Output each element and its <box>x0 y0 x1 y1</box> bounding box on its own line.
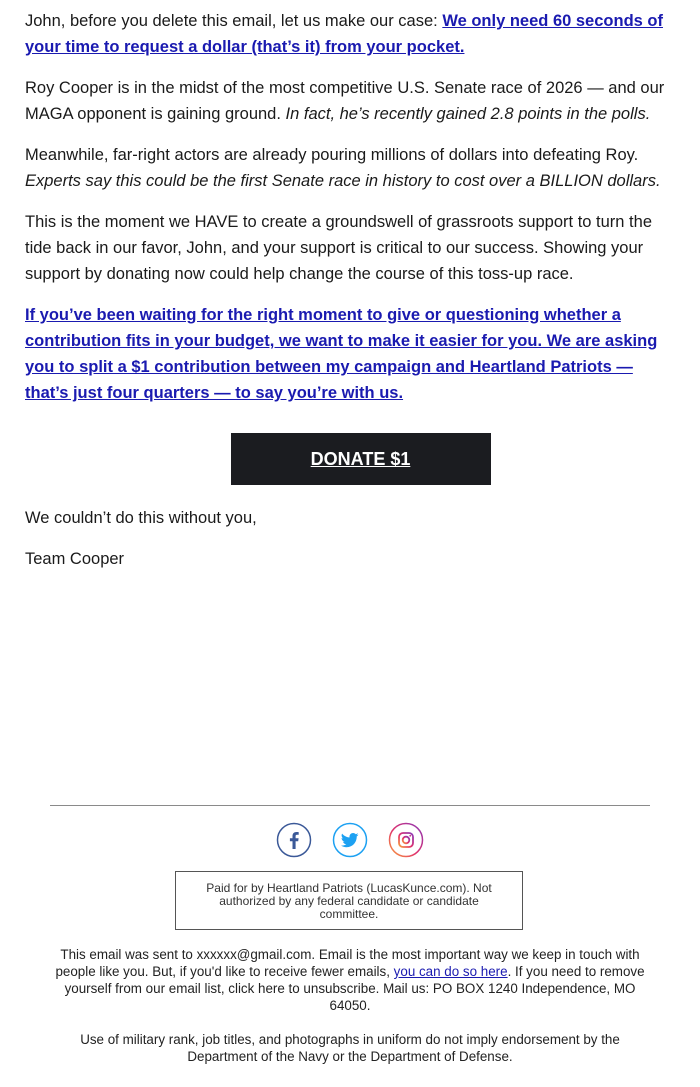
sent-to-suffix: . If you need to remove yourself from our email list, click here to unsubscribe. Mail us: PO BOX 1240 Independence, MO 64050. <box>64 964 645 1013</box>
closing-line: We couldn’t do this without you, <box>25 509 257 527</box>
donate-button[interactable]: DONATE $1 <box>231 433 491 485</box>
donate-wrap <box>25 433 675 485</box>
intro-paragraph <box>25 8 675 60</box>
footer-text <box>48 946 652 1082</box>
fewer-emails-link[interactable]: you can do so here <box>393 964 508 979</box>
recipient-email: xxxxxx@gmail.com <box>196 947 312 962</box>
signature: Team Cooper <box>25 550 125 568</box>
sent-to-prefix: This email was sent to <box>60 947 197 962</box>
funding-paragraph <box>25 142 675 194</box>
email-body <box>25 8 675 587</box>
polls-text: Roy Cooper is in the midst of the most competitive U.S. Senate race of 2026 — and our MAGA opponent is gaining ground. <box>25 79 665 123</box>
intro-text: John, before you delete this email, let us make our case: <box>25 12 443 30</box>
social-links <box>0 822 700 858</box>
funding-text: Meanwhile, far-right actors are already pouring millions of dollars into defeating Roy. <box>25 146 639 164</box>
instagram-icon[interactable] <box>388 822 424 858</box>
sent-to-middle: . Email is the most important way we keep in touch with people like you. But, if you'd like to receive fewer emails, <box>55 947 640 979</box>
moment-paragraph: This is the moment we HAVE to create a groundswell of grassroots support to turn the tide back in our favor, John, and your support is critical to our success. Showing your support by donating now could help change the course of this toss-up race. <box>25 213 652 283</box>
footer-notice <box>48 946 652 1014</box>
footer-divider <box>50 805 650 806</box>
intro-link[interactable]: We only need 60 seconds of your time to request a dollar (that’s it) from your pocket. <box>25 12 663 56</box>
ask-paragraph <box>25 302 675 406</box>
paid-for-disclaimer: Paid for by Heartland Patriots (LucasKunce.com). Not authorized by any federal candidate or candidate committee. <box>175 871 523 930</box>
polls-italic: In fact, he’s recently gained 2.8 points in the polls. <box>285 105 651 123</box>
twitter-icon[interactable] <box>332 822 368 858</box>
facebook-icon[interactable] <box>276 822 312 858</box>
funding-italic: Experts say this could be the first Senate race in history to cost over a BILLION dollars. <box>25 172 661 190</box>
military-disclaimer: Use of military rank, job titles, and photographs in uniform do not imply endorsement by the Department of the Navy or the Department of Defense. <box>80 1032 620 1064</box>
polls-paragraph <box>25 75 675 127</box>
ask-link[interactable]: If you’ve been waiting for the right moment to give or questioning whether a contribution fits in your budget, we want to make it easier for you. We are asking you to split a $1 contribution between my campaign and Heartland Patriots — that’s just four quarters — to say you’re with us. <box>25 306 658 402</box>
